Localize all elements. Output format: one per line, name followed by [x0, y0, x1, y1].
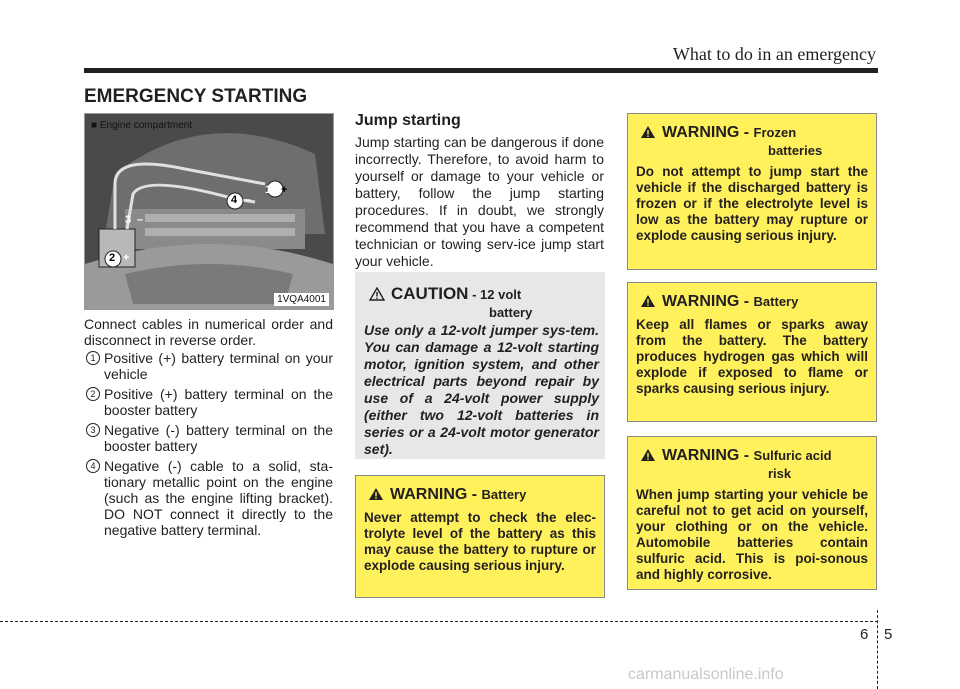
connection-steps-list	[84, 350, 333, 542]
step-text: Negative (-) battery terminal on the booster battery	[104, 422, 333, 454]
figure-terminal-pos-1: +	[281, 184, 288, 196]
figure-terminal-pos-2: +	[123, 252, 130, 264]
warning-text: Keep all flames or sparks away from the battery. The battery produces hydrogen gas which will explode if exposed to flame or sparks causing serious injury.	[636, 317, 868, 396]
warning-subtitle-2: risk	[768, 466, 792, 481]
jump-starting-title: Jump starting	[355, 112, 461, 129]
warning-label: WARNING	[662, 124, 740, 141]
warning-dash: -	[739, 293, 754, 310]
caution-dash: -	[468, 287, 481, 302]
warning-label: WARNING	[662, 293, 740, 310]
caution-subtitle-2: battery	[489, 305, 533, 320]
warning-box-frozen	[627, 113, 877, 270]
figure-terminal-neg-3: –	[137, 214, 144, 226]
step-number: 2	[86, 387, 100, 401]
engine-compartment-figure	[84, 113, 334, 310]
warning-heading	[640, 447, 832, 483]
caution-label: CAUTION	[391, 284, 469, 303]
step-text: Positive (+) battery terminal on the booster battery	[104, 386, 333, 418]
warning-box-sulfuric-acid	[627, 436, 877, 590]
figure-caption: ■ Engine compartment	[91, 120, 193, 131]
step-text: Positive (+) battery terminal on your vehicle	[104, 350, 333, 382]
warning-text: Never attempt to check the elec-trolyte level of the battery as this may cause the battery to rupture or explode causing serious injury.	[364, 510, 596, 573]
warning-dash: -	[739, 447, 754, 464]
caution-triangle-icon	[369, 287, 385, 301]
warning-heading	[640, 124, 822, 160]
watermark: carmanualsonline.info	[628, 666, 784, 683]
warning-box-battery-check	[355, 475, 605, 598]
caution-heading	[369, 284, 532, 321]
warning-text: Do not attempt to jump start the vehicle if the discharged battery is frozen or if the electrolyte level is low as the battery may rupture or explode causing serious injury.	[636, 164, 868, 243]
footer-rule	[0, 621, 878, 622]
warning-subtitle: Frozen	[753, 125, 797, 140]
warning-subtitle: Sulfuric acid	[753, 448, 832, 463]
warning-dash: -	[467, 486, 482, 503]
figure-label-2: 2	[109, 252, 116, 264]
caution-text: Use only a 12-volt jumper sys-tem. You can damage a 12-volt starting motor, ignition system, and other electrical parts beyond repair by use of a 24-volt power supply (either two 12-volt batteries in series or a 24-volt motor generator set).	[364, 322, 599, 457]
section-title: EMERGENCY STARTING	[84, 86, 308, 107]
figure-label-3: 3	[125, 214, 132, 226]
warning-label: WARNING	[662, 447, 740, 464]
list-item	[84, 458, 333, 538]
figure-code: 1VQA4001	[274, 293, 329, 306]
warning-triangle-icon	[368, 487, 384, 501]
warning-text: When jump starting your vehicle be careful not to get acid on yourself, your clothing or on the vehicle. Automobile batteries contain sulfuric acid. This is poi-sonous and highly corrosive.	[636, 487, 868, 582]
chapter-header-title: What to do in an emergency	[672, 44, 876, 64]
step-number: 4	[86, 459, 100, 473]
warning-subtitle-2: batteries	[768, 143, 823, 158]
jump-starting-text: Jump starting can be dangerous if done incorrectly. Therefore, to avoid harm to yourself or damage to your vehicle or battery, follow the jump starting procedures. If in doubt, we strongly recommend that you have a competent technician or towing serv-ice jump start your vehicle.	[355, 134, 604, 269]
warning-triangle-icon	[640, 294, 656, 308]
warning-triangle-icon	[640, 125, 656, 139]
warning-subtitle: Battery	[481, 487, 527, 502]
step-number: 1	[86, 351, 100, 365]
caution-subtitle: 12 volt	[480, 287, 522, 302]
step-number: 3	[86, 423, 100, 437]
engine-illustration	[85, 114, 333, 309]
figure-terminal-neg-4: –	[245, 194, 252, 206]
list-item	[84, 422, 333, 454]
list-item	[84, 386, 333, 418]
page-number: 5	[884, 626, 893, 643]
warning-heading	[640, 293, 798, 311]
warning-label: WARNING	[390, 486, 468, 503]
warning-triangle-icon	[640, 448, 656, 462]
warning-subtitle: Battery	[753, 294, 799, 309]
step-text: Negative (-) cable to a solid, sta-tionary metallic point on the engine (such as the engine lifting bracket). DO NOT connect it directly to the negative battery terminal.	[104, 458, 333, 538]
list-item	[84, 350, 333, 382]
caution-box	[355, 272, 605, 459]
figure-label-1: 1	[265, 184, 272, 196]
warning-box-battery-flames	[627, 282, 877, 422]
footer-divider	[877, 610, 878, 689]
warning-dash: -	[739, 124, 754, 141]
warning-heading	[368, 486, 526, 504]
figure-label-4: 4	[231, 194, 238, 206]
intro-text: Connect cables in numerical order and disconnect in reverse order.	[84, 316, 333, 348]
chapter-number: 6	[860, 626, 869, 643]
header-rule	[84, 68, 878, 73]
